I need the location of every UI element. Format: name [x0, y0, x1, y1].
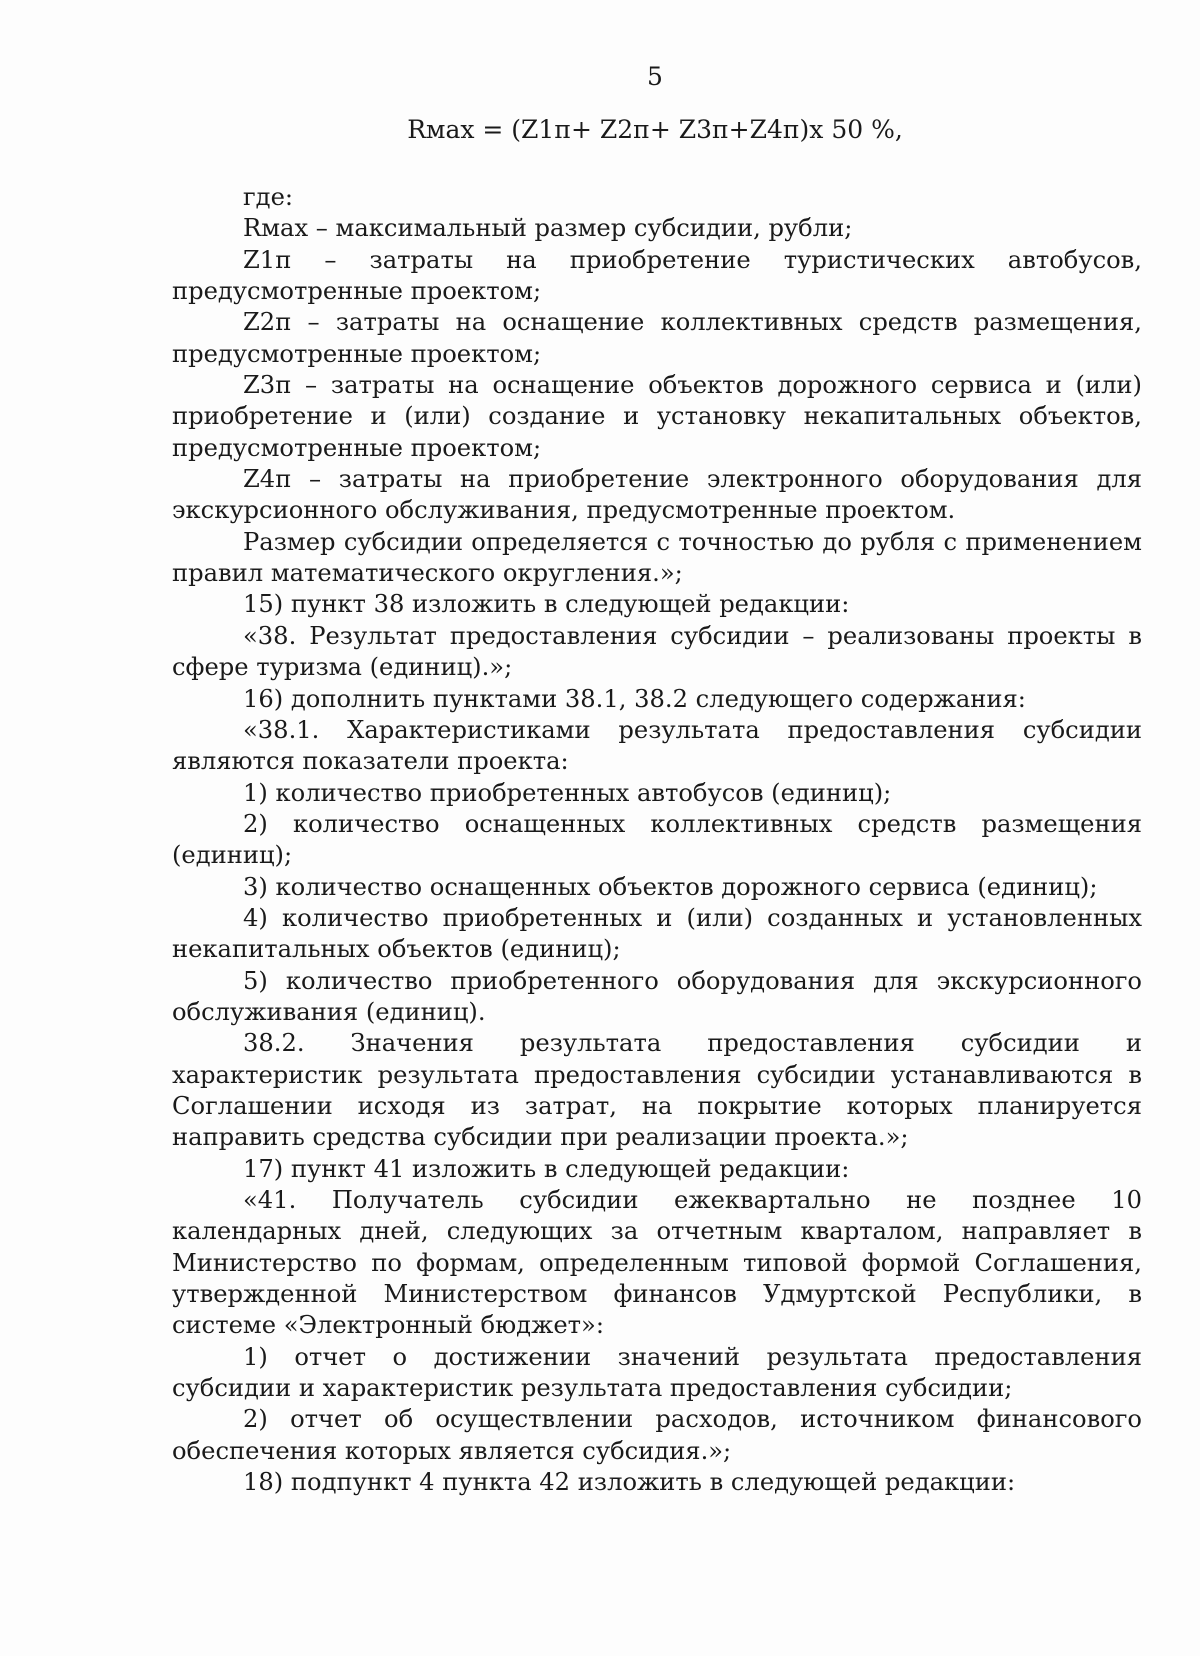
paragraph: Z4п – затраты на приобретение электронного оборудования для экскурсионного обслуживания, предусмотренные проектом. — [172, 465, 1142, 525]
paragraph: 38.2. Значения результата предоставления субсидии и характеристик результата предоставления субсидии устанавливаются в Соглашении исходя из затрат, на покрытие которых планируется направить средства субсидии при реализации проекта.»; — [172, 1029, 1142, 1152]
paragraph: где: — [243, 183, 294, 211]
page-number: 5 — [647, 62, 663, 91]
paragraph: Z3п – затраты на оснащение объектов дорожного сервиса и (или) приобретение и (или) создание и установку некапитальных объектов, предусмотренные проектом; — [172, 371, 1142, 462]
paragraph: «38.1. Характеристиками результата предоставления субсидии являются показатели проекта: — [172, 715, 1142, 776]
subsidy-formula: Rмах = (Z1п+ Z2п+ Z3п+Z4п)x 50 %, — [407, 115, 903, 144]
paragraph: 17) пункт 41 изложить в следующей редакции: — [243, 1154, 850, 1183]
paragraph: 3) количество оснащенных объектов дорожного сервиса (единиц); — [243, 872, 1098, 901]
paragraph: Z2п – затраты на оснащение коллективных средств размещения, предусмотренные проектом; — [172, 308, 1142, 368]
paragraph: 2) количество оснащенных коллективных средств размещения (единиц); — [172, 809, 1142, 870]
paragraph: 1) отчет о достижении значений результата предоставления субсидии и характеристик результата предоставления субсидии; — [172, 1342, 1142, 1403]
paragraph: 1) количество приобретенных автобусов (единиц); — [243, 778, 892, 807]
paragraph: 18) подпункт 4 пункта 42 изложить в следующей редакции: — [243, 1468, 1016, 1497]
paragraph: 5) количество приобретенного оборудования для экскурсионного обслуживания (единиц). — [172, 966, 1142, 1026]
paragraph: Z1п – затраты на приобретение туристических автобусов, предусмотренные проектом; — [172, 245, 1142, 306]
paragraph: 16) дополнить пунктами 38.1, 38.2 следующего содержания: — [243, 684, 1026, 713]
paragraph: Rмах – максимальный размер субсидии, рубли; — [243, 214, 853, 243]
paragraph: «41. Получатель субсидии ежеквартально не позднее 10 календарных дней, следующих за отчетным кварталом, направляет в Министерство по формам, определенным типовой формой Соглашения, утвержденной Министерством финансов Удмуртской Республики, в системе «Электронный бюджет»: — [172, 1186, 1142, 1340]
paragraph: Размер субсидии определяется с точностью до рубля с применением правил математического округления.»; — [172, 527, 1142, 588]
document-body — [172, 182, 1142, 1498]
paragraph: 2) отчет об осуществлении расходов, источником финансового обеспечения которых является субсидия.»; — [172, 1405, 1142, 1465]
paragraph: «38. Результат предоставления субсидии – реализованы проекты в сфере туризма (единиц).»; — [172, 621, 1142, 682]
paragraph: 15) пункт 38 изложить в следующей редакции: — [243, 590, 850, 619]
paragraph: 4) количество приобретенных и (или) созданных и установленных некапитальных объектов (единиц); — [172, 903, 1142, 964]
